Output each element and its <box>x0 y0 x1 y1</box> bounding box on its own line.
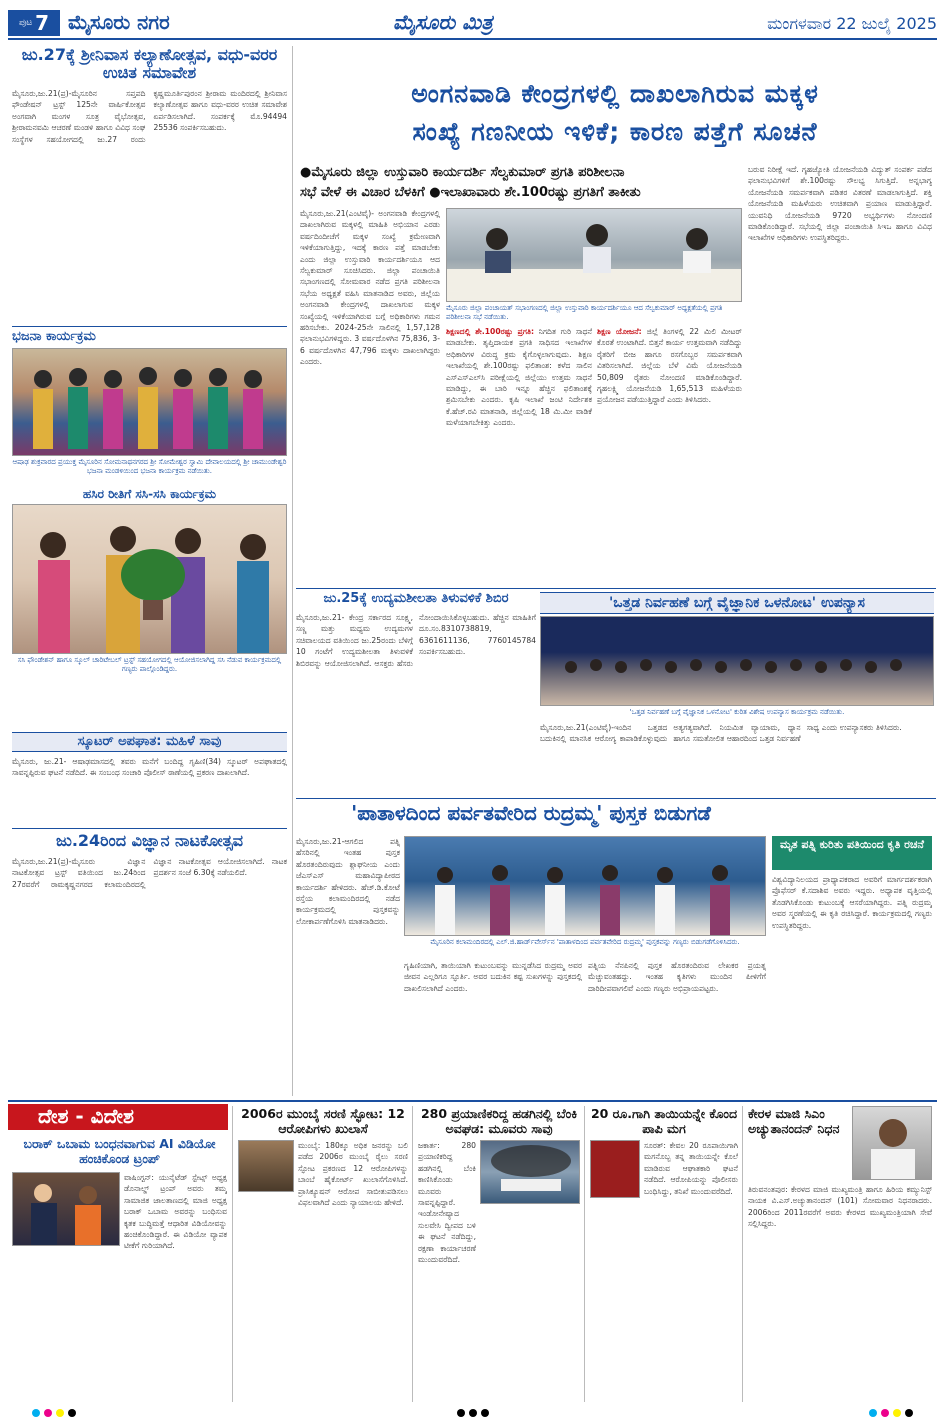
sasi-caption: ಸಸಿ ಫೌಂಡೇಶನ್ ಹಾಗೂ ಸ್ಕೂಲ್ ಚಾರಿಟೇಬಲ್ ಟ್ರಸ್ಟ್ ಸಹಯೋಗದಲ್ಲಿ ಆಯೋಜಿಸಲಾಗಿದ್ದ ಸಸಿ ನೆಡುವ ಕಾರ್ಯಕ್ರಮದಲ್ಲಿ ಗಣ್ಯರು ಪಾಲ್ಗೊಂಡಿದ್ದರು. <box>17 656 282 673</box>
high-court-photo <box>238 1140 294 1192</box>
lead-body-right-text: ಜಿಲ್ಲೆ ತಿಂಗಳಲ್ಲಿ 22 ಮಿಲಿ ಮೀಟರ್ ಕೊರತೆ ಉಂಟಾಗಿದೆ. ಬಿತ್ತನೆ ಕಾರ್ಯ ಉತ್ತಮವಾಗಿ ನಡೆದಿದ್ದು ರೈತರಿಗೆ ಬೀಜ ಹಾಗೂ ರಸಗೊಬ್ಬರ ಸಮರ್ಪಕವಾಗಿ ವಿತರಿಸಲಾಗಿದೆ. ಜಿಲ್ಲೆಯ ಬೆಳೆ ವಿಮೆ ಯೋಜನೆಯಡಿ 50,809 ರೈತರು ನೋಂದಣಿ ಮಾಡಿಕೊಂಡಿದ್ದಾರೆ. ಗೃಹಲಕ್ಷ್ಮಿ ಯೋಜನೆಯಡಿ 1,65,513 ಮಹಿಳೆಯರು ಪ್ರಯೋಜನ ಪಡೆಯುತ್ತಿದ್ದಾರೆ ಎಂದು ತಿಳಿಸಿದರು. <box>597 327 742 405</box>
book-release-headline: 'ಪಾತಾಳದಿಂದ ಪರ್ವತವೇರಿದ ರುದ್ರಮ್ಮ' ಪುಸ್ತಕ ಬಿಡುಗಡೆ <box>351 801 711 825</box>
ottada-group-photo <box>540 616 934 706</box>
lead-subhead-line1: ●ಮೈಸೂರು ಜಿಲ್ಲಾ ಉಸ್ತುವಾರಿ ಕಾರ್ಯದರ್ಶಿ ಸೆಲ್ವಕುಮಾರ್ ಪ್ರಗತಿ ಪರಿಶೀಲನಾ <box>300 165 625 180</box>
book-body-left: ಮೈಸೂರು,ಜು.21-ಆಗಲಿದ ಪತ್ನಿ ಹೆಸರಿನಲ್ಲಿ ಇಂತಹ ಪುಸ್ತಕ ಹೊರತಂದಿರುವುದು ಶ್ಲಾಘನೀಯ ಎಂದು ಜೆಎಸ್ಎಸ್ ಮಹಾವಿದ್ಯಾಪೀಠದ ಕಾರ್ಯದರ್ಶಿ ಹೇಳಿದರು. ಹೆಚ್.ಡಿ.ಕೋಟೆ ರಸ್ತೆಯ ಕಲಾಮಂದಿರದಲ್ಲಿ ನಡೆದ ಕಾರ್ಯಕ್ರಮದಲ್ಲಿ ಪುಸ್ತಕವನ್ನು ಲೋಕಾರ್ಪಣೆಗೊಳಿಸಿ ಮಾತನಾಡಿದರು. <box>296 837 400 926</box>
book-side-body: ವಿಶ್ವವಿದ್ಯಾನಿಲಯದ ಪ್ರಾಧ್ಯಾಪಕರಾದ ಅವರಿಗೆ ಮಾರ್ಗದರ್ಶಕರಾಗಿ ಪ್ರೊಫೆಸರ್ ಕೆ.ಸದಾಶಿವ ಅವರು ಇದ್ದರು. ಅಧ್ಯಾಪಕ ವೃತ್ತಿಯಲ್ಲಿ ತೊಡಗಿಸಿಕೊಂಡು ಕುಟುಂಬಕ್ಕೆ ಆಸರೆಯಾಗಿದ್ದರು. ಪತ್ನಿ ರುದ್ರಮ್ಮ ಅವರ ಸ್ಮರಣೆಯಲ್ಲಿ ಈ ಕೃತಿ ರಚಿಸಿದ್ದಾರೆ. ಕಾರ್ಯಕ್ರಮದಲ್ಲಿ ಗಣ್ಯರು ಉಪಸ್ಥಿತರಿದ್ದರು. <box>772 875 932 930</box>
lead-body-middle <box>446 326 592 584</box>
sasi-photo <box>12 504 287 654</box>
page-number: 7 <box>35 11 50 35</box>
story-kalyanotsava-headline: ಜು.27ಕ್ಕೆ ಶ್ರೀನಿವಾಸ ಕಲ್ಯಾಣೋತ್ಸವ, ವಧು-ವರರ ಉಚಿತ ಸಮಾವೇಶ <box>21 45 278 83</box>
mumbai-blast-body: ಮುಂಬೈ: 180ಕ್ಕೂ ಅಧಿಕ ಜನರನ್ನು ಬಲಿ ಪಡೆದ 2006ರ ಮುಂಬೈ ರೈಲು ಸರಣಿ ಸ್ಫೋಟ ಪ್ರಕರಣದ 12 ಆರೋಪಿಗಳನ್ನು ಬಾಂಬೆ ಹೈಕೋರ್ಟ್ ಖುಲಾಸೆಗೊಳಿಸಿದೆ. ಪ್ರಾಸಿಕ್ಯೂಷನ್ ಆರೋಪ ಸಾಬೀತುಪಡಿಸಲು ವಿಫಲವಾಗಿದೆ ಎಂದು ನ್ಯಾಯಾಲಯ ಹೇಳಿದೆ. <box>298 1141 408 1208</box>
lead-photo-caption: ಮೈಸೂರು ಜಿಲ್ಲಾ ಪಂಚಾಯತ್ ಸಭಾಂಗಣದಲ್ಲಿ ಜಿಲ್ಲಾ ಉಸ್ತುವಾರಿ ಕಾರ್ಯದರ್ಶಿಯೂ ಆದ ಸೆಲ್ವಕುಮಾರ್ ಅಧ್ಯಕ್ಷತೆಯಲ್ಲಿ ಪ್ರಗತಿ ಪರಿಶೀಲನಾ ಸಭೆ ನಡೆಯಿತು. <box>446 304 723 321</box>
registration-dots-left <box>30 1402 78 1421</box>
lead-subhead-line2: ಸಭೆ ವೇಳೆ ಈ ವಿಚಾರ ಬೆಳಕಿಗೆ ●ಇಲಾಖಾವಾರು ಶೇ.100ರಷ್ಟು ಪ್ರಗತಿಗೆ ತಾಕೀತು <box>300 185 641 200</box>
achuthanandan-headline: ಕೇರಳ ಮಾಜಿ ಸಿಎಂ ಅಚ್ಯುತಾನಂದನ್ ನಿಧನ <box>748 1106 840 1136</box>
page-number-box <box>8 10 60 36</box>
lead-body-middle-text: ನಿಗದಿತ ಗುರಿ ಸಾಧನೆ ಮಾಡಬೇಕು. ತೃಪ್ತಿದಾಯಕ ಪ್ರಗತಿ ಸಾಧಿಸದ ಇಲಾಖೆಗಳ ಅಧಿಕಾರಿಗಳ ವಿರುದ್ಧ ಕ್ರಮ ಕೈಗೊಳ್ಳಲಾಗುವುದು. ಶಿಕ್ಷಣ ಇಲಾಖೆಯಲ್ಲಿ ಶೇ.100ರಷ್ಟು ಫಲಿತಾಂಶ: ಕಳೆದ ಸಾಲಿನ ಎಸ್ಎಸ್ಎಲ್‌ಸಿ ಪರೀಕ್ಷೆಯಲ್ಲಿ ಜಿಲ್ಲೆಯು ಉತ್ತಮ ಸಾಧನೆ ಮಾಡಿದ್ದು, ಈ ಬಾರಿ ಇನ್ನೂ ಹೆಚ್ಚಿನ ಫಲಿತಾಂಶಕ್ಕೆ ಶ್ರಮಿಸಬೇಕು ಎಂದರು. ಕೃಷಿ ಇಲಾಖೆ ಜಂಟಿ ನಿರ್ದೇಶಕ ಕೆ.ಹೆಚ್.ರವಿ ಮಾತನಾಡಿ, ಜಿಲ್ಲೆಯಲ್ಲಿ 18 ಮಿ.ಮೀ ವಾಡಿಕೆ ಮಳೆಯಾಗಬೇಕಿತ್ತು ಎಂದರು. <box>446 327 592 428</box>
trump-headline: ಬರಾಕ್ ಒಬಾಮ ಬಂಧನವಾಗುವ AI ವಿಡಿಯೋ ಹಂಚಿಕೊಂಡ ಟ್ರಂಪ್ <box>23 1136 216 1166</box>
vijnana-headline: ಜು.24ರಿಂದ ವಿಜ್ಞಾನ ನಾಟಕೋತ್ಸವ <box>56 831 243 850</box>
portrait-figure <box>853 1107 932 1180</box>
ship-smoke <box>481 1141 580 1204</box>
ship-fire-headline: 280 ಪ್ರಯಾಣಿಕರಿದ್ದ ಹಡಗಿನಲ್ಲಿ ಬೆಂಕಿ ಅವಘಡ: ಮೂವರು ಸಾವು <box>420 1106 578 1136</box>
trump-obama-figures <box>13 1173 120 1246</box>
udyama-body: ಮೈಸೂರು,ಜು.21- ಕೇಂದ್ರ ಸರ್ಕಾರದ ಸೂಕ್ಷ್ಮ, ಸಣ್ಣ ಮತ್ತು ಮಧ್ಯಮ ಉದ್ಯಮಗಳ ಸಚಿವಾಲಯದ ವತಿಯಿಂದ ಜು.25ರಂದು ಬೆಳಿಗ್ಗೆ 10 ಗಂಟೆಗೆ ಉದ್ಯಮಶೀಲತಾ ತಿಳುವಳಿಕೆ ಶಿಬಿರವನ್ನು ಆಯೋಜಿಸಲಾಗಿದೆ. ಆಸಕ್ತರು ಹೆಸರು ನೋಂದಾಯಿಸಿಕೊಳ್ಳಬಹುದು. ಹೆಚ್ಚಿನ ಮಾಹಿತಿಗೆ ದೂ.ಸಂ.8310738819, 6361611136, 7760145784 ಸಂಪರ್ಕಿಸಬಹುದು. <box>296 613 536 668</box>
book-release-photo <box>404 836 766 936</box>
group-figures <box>541 617 934 706</box>
masthead-brand: ಮೈಸೂರು ಮಿತ್ರ <box>393 10 493 34</box>
lead-headline-line2: ಸಂಖ್ಯೆ ಗಣನೀಯ ಇಳಿಕೆ; ಕಾರಣ ಪತ್ತೆಗೆ ಸೂಚನೆ <box>412 117 818 146</box>
sasi-headline: ಹಸಿರ ರೀತಿಗೆ ಸಸಿ-ಸಸಿ ಕಾರ್ಯಕ್ರಮ <box>82 487 217 501</box>
lead-body-right <box>597 326 742 584</box>
book-photo-caption: ಮೈಸೂರಿನ ಕಲಾಮಂದಿರದಲ್ಲಿ ಎಲ್.ಜಿ.ಹಾರ್ಡ್‌ವೇರ್ಸ್‌ನ 'ಪಾತಾಳದಿಂದ ಪರ್ವತವೇರಿದ ರುದ್ರಮ್ಮ' ಪುಸ್ತಕವನ್ನು ಗಣ್ಯರು ಬಿಡುಗಡೆಗೊಳಿಸಿದರು. <box>430 938 740 946</box>
meeting-participants <box>447 209 742 302</box>
lead-body-middle-subhead: ಶಿಕ್ಷಣದಲ್ಲಿ ಶೇ.100ರಷ್ಟು ಪ್ರಗತಿ: <box>446 327 535 336</box>
lead-headline-line1: ಅಂಗನವಾಡಿ ಕೇಂದ್ರಗಳಲ್ಲಿ ದಾಖಲಾಗಿರುವ ಮಕ್ಕಳ <box>411 79 819 108</box>
achuthanandan-photo <box>852 1106 932 1180</box>
ship-fire-body: ಜಕಾರ್ತ: 280 ಪ್ರಯಾಣಿಕರಿದ್ದ ಹಡಗಿನಲ್ಲಿ ಬೆಂಕಿ ಕಾಣಿಸಿಕೊಂಡು ಮೂವರು ಸಾವನ್ನಪ್ಪಿದ್ದಾರೆ. ಇಂಡೋನೇಷ್ಯಾದ ಸುಲವೇಸಿ ದ್ವೀಪದ ಬಳಿ ಈ ಘಟನೆ ನಡೆದಿದ್ದು, ರಕ್ಷಣಾ ಕಾರ್ಯಾಚರಣೆ ಮುಂದುವರೆದಿದೆ. <box>418 1141 476 1265</box>
ship-fire-photo <box>480 1140 580 1204</box>
lead-meeting-photo <box>446 208 742 302</box>
ottada-caption: 'ಒತ್ತಡ ನಿರ್ವಹಣೆ ಬಗ್ಗೆ ವೈಜ್ಞಾನಿಕ ಒಳನೋಟ' ಕುರಿತ ವಿಶೇಷ ಉಪನ್ಯಾಸ ಕಾರ್ಯಕ್ರಮ ನಡೆಯಿತು. <box>629 708 845 716</box>
print-registration-strip <box>0 1404 945 1418</box>
desha-videsha-banner: ದೇಶ - ವಿದೇಶ <box>8 1104 228 1130</box>
issue-date: ಮಂಗಳವಾರ 22 ಜುಲೈ 2025 <box>767 14 937 33</box>
lead-body-left: ಮೈಸೂರು,ಜು.21(ಎಂಟಿವೈ)- ಅಂಗನವಾಡಿ ಕೇಂದ್ರಗಳಲ್ಲಿ ದಾಖಲಾಗಿರುವ ಮಕ್ಕಳಲ್ಲಿ ಮಾಹಿತಿ ಅಭಿಯಾನ ಎರಡು ವರ್ಷದಿಂದೀಚೆಗೆ ಮಕ್ಕಳ ಸಂಖ್ಯೆ ಕ್ರಮೇಣವಾಗಿ ಇಳಿಕೆಯಾಗುತ್ತಿದ್ದು, ಇದಕ್ಕೆ ಕಾರಣ ಪತ್ತೆ ಮಾಡಬೇಕು ಎಂದು ಜಿಲ್ಲಾ ಉಸ್ತುವಾರಿ ಕಾರ್ಯದರ್ಶಿಯೂ ಆದ ಸೆಲ್ವಕುಮಾರ್ ಸೂಚಿಸಿದರು. ಜಿಲ್ಲಾ ಪಂಚಾಯಿತಿ ಸಭಾಂಗಣದಲ್ಲಿ ಸೋಮವಾರ ನಡೆದ ಪ್ರಗತಿ ಪರಿಶೀಲನಾ ಸಭೆಯ ಅಧ್ಯಕ್ಷತೆ ವಹಿಸಿ ಮಾತನಾಡಿದ ಅವರು, ಜಿಲ್ಲೆಯ ಅಂಗನವಾಡಿ ಕೇಂದ್ರಗಳಲ್ಲಿ ದಾಖಲಾಗುವ ಮಕ್ಕಳ ಸಂಖ್ಯೆಯಲ್ಲಿ ಇಳಿಕೆಯಾಗಿರುವ ಬಗ್ಗೆ ಅಧಿಕಾರಿಗಳು ಗಮನ ಹರಿಸಬೇಕು. 2024-25ನೇ ಸಾಲಿನಲ್ಲಿ 1,57,128 ಫಲಾನುಭವಿಗಳಿದ್ದರು. 3 ವರ್ಷದೊಳಗಿನ 75,836, 3-6 ವರ್ಷದೊಳಗಿನ 47,796 ಮಕ್ಕಳು ದಾಖಲಾಗಿದ್ದರು ಎಂದರು. <box>300 209 440 367</box>
trump-photo <box>12 1172 120 1246</box>
book-release-figures <box>405 837 766 936</box>
page-header <box>8 8 937 40</box>
scooter-headline: ಸ್ಕೂಟರ್ ಅಪಘಾತ: ಮಹಿಳೆ ಸಾವು <box>12 732 287 752</box>
registration-dots-center <box>455 1402 491 1421</box>
lead-body-right-subhead: ಶಿಕ್ಷಣ ಯೋಜನೆ: <box>597 327 642 336</box>
scooter-body: ಮೈಸೂರು, ಜು.21- ಆಷಾಢಮಾಸದಲ್ಲಿ ತವರು ಮನೆಗೆ ಬಂದಿದ್ದ ಗೃಹಿಣಿ(34) ಸ್ಕೂಟರ್ ಅಪಘಾತದಲ್ಲಿ ಸಾವನ್ನಪ್ಪಿರುವ ಘಟನೆ ನಡೆದಿದೆ. ಈ ಸಂಬಂಧ ಸಂಚಾರಿ ಪೊಲೀಸ್ ಠಾಣೆಯಲ್ಲಿ ಪ್ರಕರಣ ದಾಖಲಾಗಿದೆ. <box>12 757 287 778</box>
ottada-headline: 'ಒತ್ತಡ ನಿರ್ವಹಣೆ ಬಗ್ಗೆ ವೈಜ್ಞಾನಿಕ ಒಳನೋಟ' ಉಪನ್ಯಾಸ <box>540 592 934 614</box>
bhajana-headline: ಭಜನಾ ಕಾರ್ಯಕ್ರಮ <box>12 329 96 344</box>
registration-dots-right <box>867 1402 915 1421</box>
son-murder-body: ಸೂರತ್: ಕೇವಲ 20 ರೂಪಾಯಿಗಾಗಿ ಮಗನೊಬ್ಬ ತನ್ನ ತಾಯಿಯನ್ನೇ ಕೊಲೆ ಮಾಡಿರುವ ಆಘಾತಕಾರಿ ಘಟನೆ ನಡೆದಿದೆ. ಆರೋಪಿಯನ್ನು ಪೊಲೀಸರು ಬಂಧಿಸಿದ್ದು, ತನಿಖೆ ಮುಂದುವರೆದಿದೆ. <box>644 1141 738 1196</box>
vijnana-body: ಮೈಸೂರು,ಜು.21(ಪ್ರ)-ಮೈಸೂರು ವಿಜ್ಞಾನ ನಾಟಕೋತ್ಸವ ಟ್ರಸ್ಟ್ ವತಿಯಿಂದ ಜು.24ರಿಂದ 27ರವರೆಗೆ ರಾಮಕೃಷ್ಣನಗರದ ಕಲಾಮಂದಿರದಲ್ಲಿ ವಿಜ್ಞಾನ ನಾಟಕೋತ್ಸವ ಆಯೋಜಿಸಲಾಗಿದೆ. ನಾಟಕ ಪ್ರದರ್ಶನ ಸಂಜೆ 6.30ಕ್ಕೆ ನಡೆಯಲಿದೆ. <box>12 857 287 889</box>
tree-planting-figures <box>13 505 287 654</box>
story-kalyanotsava-body: ಮೈಸೂರು,ಜು.21(ಪ್ರ)-ಮೈಸೂರಿನ ಸಪ್ತಪದಿ ಫೌಂಡೇಷನ್ ಟ್ರಸ್ಟ್ 125ನೇ ವಾರ್ಷಿಕೋತ್ಸವ ಅಂಗವಾಗಿ ಮಂಗಳ ಸೂತ್ರ ವೈಭೋತ್ಸವ, ಶ್ರೀರಾಮನವಮಿ ಆಚರಣೆ ಮಂಡಳಿ ಹಾಗೂ ವಿವಿಧ ಸಂಘ ಸಂಸ್ಥೆಗಳ ಸಹಯೋಗದಲ್ಲಿ ಜು.27 ರಂದು ಕೃಷ್ಣಮೂರ್ತಿಪುರಂನ ಶ್ರೀರಾಮ ಮಂದಿರದಲ್ಲಿ ಶ್ರೀನಿವಾಸ ಕಲ್ಯಾಣೋತ್ಸವ ಹಾಗೂ ವಧು-ವರರ ಉಚಿತ ಸಮಾವೇಶ ಏರ್ಪಡಿಸಲಾಗಿದೆ. ಸಂಪರ್ಕಕ್ಕೆ ಮೊ.94494 25536 ಸಂಪರ್ಕಿಸಬಹುದು. <box>12 89 287 144</box>
bhajana-photo <box>12 348 287 456</box>
ottada-body: ಮೈಸೂರು,ಜು.21(ಎಂಟಿವೈ)-ಇಂದಿನ ಒತ್ತಡದ ಬದುಕಿನಲ್ಲಿ ಮಾನಸಿಕ ಆರೋಗ್ಯ ಕಾಪಾಡಿಕೊಳ್ಳುವುದು ಅತ್ಯಗತ್ಯವಾಗಿದೆ. ನಿಯಮಿತ ವ್ಯಾಯಾಮ, ಧ್ಯಾನ ಹಾಗೂ ಸಮತೋಲಿತ ಆಹಾರದಿಂದ ಒತ್ತಡ ನಿರ್ವಹಣೆ ಸಾಧ್ಯ ಎಂದು ಉಪನ್ಯಾಸಕರು ತಿಳಿಸಿದರು. <box>540 723 902 744</box>
crime-illustration <box>590 1140 640 1198</box>
son-murder-headline: 20 ರೂ.ಗಾಗಿ ತಾಯಿಯನ್ನೇ ಕೊಂದ ಪಾಪಿ ಮಗ <box>590 1106 738 1136</box>
group-photo-figures <box>13 349 287 456</box>
book-body-middle: ಗೃಹಿಣಿಯಾಗಿ, ತಾಯಿಯಾಗಿ ಕುಟುಂಬವನ್ನು ಮುನ್ನಡೆಸಿದ ರುದ್ರಮ್ಮ ಅವರ ಜೀವನ ಎಲ್ಲರಿಗೂ ಸ್ಫೂರ್ತಿ. ಅವರ ಬದುಕಿನ ಕಷ್ಟ ಸುಖಗಳನ್ನು ಪುಸ್ತಕದಲ್ಲಿ ದಾಖಲಿಸಲಾಗಿದೆ ಎಂದರು. <box>404 961 582 993</box>
udyama-headline: ಜು.25ಕ್ಕೆ ಉದ್ಯಮಶೀಲತಾ ತಿಳುವಳಿಕೆ ಶಿಬಿರ <box>323 591 509 606</box>
bhajana-caption: ಆಷಾಢ ಶುಕ್ರವಾರದ ಪ್ರಯುಕ್ತ ಮೈಸೂರಿನ ಸೋಮನಾಥನಗರದ ಶ್ರೀ ಸೋಮೇಶ್ವರ ಸ್ವಾಮಿ ದೇವಾಲಯದಲ್ಲಿ ಶ್ರೀ ಚಾಮುಂಡೇಶ್ವರಿ ಭಜನಾ ಮಂಡಳಿಯಿಂದ ಭಜನಾ ಕಾರ್ಯಕ್ರಮ ನಡೆಯಿತು. <box>12 458 287 475</box>
mumbai-blast-headline: 2006ರ ಮುಂಬೈ ಸರಣಿ ಸ್ಫೋಟ: 12 ಆರೋಪಿಗಳು ಖುಲಾಸೆ <box>241 1106 405 1136</box>
book-body-right: ಪತ್ನಿಯ ನೆನಪಿನಲ್ಲಿ ಪುಸ್ತಕ ಹೊರತಂದಿರುವ ಲೇಖಕರ ಪ್ರಯತ್ನ ಮೆಚ್ಚುವಂತಹದ್ದು. ಇಂತಹ ಕೃತಿಗಳು ಮುಂದಿನ ಪೀಳಿಗೆಗೆ ದಾರಿದೀಪವಾಗಲಿವೆ ಎಂದು ಗಣ್ಯರು ಅಭಿಪ್ರಾಯಪಟ್ಟರು. <box>588 961 766 993</box>
book-side-headline: ಮೃತ ಪತ್ನಿ ಕುರಿತು ಪತಿಯಿಂದ ಕೃತಿ ರಚನೆ <box>772 836 932 870</box>
section-title: ಮೈಸೂರು ನಗರ <box>68 10 170 34</box>
achuthanandan-body: ತಿರುವನಂತಪುರ: ಕೇರಳದ ಮಾಜಿ ಮುಖ್ಯಮಂತ್ರಿ ಹಾಗೂ ಹಿರಿಯ ಕಮ್ಯುನಿಸ್ಟ್ ನಾಯಕ ವಿ.ಎಸ್.ಅಚ್ಯುತಾನಂದನ್ (101) ಸೋಮವಾರ ನಿಧನರಾದರು. 2006ರಿಂದ 2011ರವರೆಗೆ ಅವರು ಕೇರಳದ ಮುಖ್ಯಮಂತ್ರಿಯಾಗಿ ಸೇವೆ ಸಲ್ಲಿಸಿದ್ದರು. <box>748 1185 932 1229</box>
trump-body: ವಾಷಿಂಗ್ಟನ್: ಯುನೈಟೆಡ್ ಸ್ಟೇಟ್ಸ್ ಅಧ್ಯಕ್ಷ ಡೊನಾಲ್ಡ್ ಟ್ರಂಪ್ ಅವರು ತಮ್ಮ ಸಾಮಾಜಿಕ ಜಾಲತಾಣದಲ್ಲಿ ಮಾಜಿ ಅಧ್ಯಕ್ಷ ಬರಾಕ್ ಒಬಾಮ ಅವರನ್ನು ಬಂಧಿಸುವ ಕೃತಕ ಬುದ್ಧಿಮತ್ತೆ ಆಧಾರಿತ ವಿಡಿಯೋವನ್ನು ಹಂಚಿಕೊಂಡಿದ್ದಾರೆ. ಈ ವಿಡಿಯೋ ವ್ಯಾಪಕ ಟೀಕೆಗೆ ಗುರಿಯಾಗಿದೆ. <box>124 1173 227 1251</box>
lead-body-far-right: ಬರುವ ನಿರೀಕ್ಷೆ ಇದೆ. ಗೃಹಜ್ಯೋತಿ ಯೋಜನೆಯಡಿ ವಿದ್ಯುತ್ ಸಂಪರ್ಕ ಪಡೆದ ಫಲಾನುಭವಿಗಳಿಗೆ ಶೇ.100ರಷ್ಟು ಸೌಲಭ್ಯ ಸಿಗುತ್ತಿದೆ. ಅನ್ನಭಾಗ್ಯ ಯೋಜನೆಯಡಿ ಸಮರ್ಪಕವಾಗಿ ಪಡಿತರ ವಿತರಣೆ ಮಾಡಲಾಗುತ್ತಿದೆ. ಶಕ್ತಿ ಯೋಜನೆಯಡಿ ಮಹಿಳೆಯರು ಉಚಿತವಾಗಿ ಪ್ರಯಾಣ ಮಾಡುತ್ತಿದ್ದಾರೆ. ಯುವನಿಧಿ ಯೋಜನೆಯಡಿ 9720 ಅಭ್ಯರ್ಥಿಗಳು ನೋಂದಣಿ ಮಾಡಿಕೊಂಡಿದ್ದಾರೆ. ಸಭೆಯಲ್ಲಿ ಜಿಲ್ಲಾ ಪಂಚಾಯಿತಿ ಸಿಇಒ ಹಾಗೂ ವಿವಿಧ ಇಲಾಖೆಗಳ ಅಧಿಕಾರಿಗಳು ಉಪಸ್ಥಿತರಿದ್ದರು. <box>748 165 932 243</box>
page-label: ಪುಟ <box>18 18 33 28</box>
